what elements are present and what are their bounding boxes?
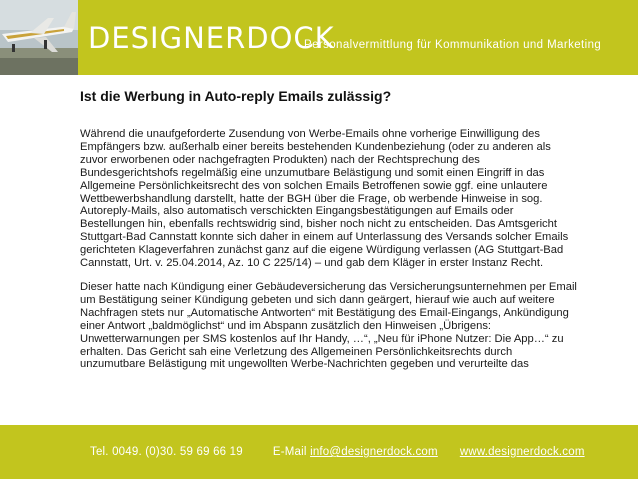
paragraph: Während die unaufgeforderte Zusendung von Werbe-Emails ohne vorherige Einwilligung des Empfängers bzw. außerhalb einer bereits bestehenden Kundenbeziehung (oder zu anderen als zuvor erworbenen oder nachgefragten Produkten) nach der Rechtsprechung des Bundesgerichtshofs regelmäßig eine unzumutbare Belästigung und somit einen Eingriff in das Allgemeine Persönlichkeitsrecht des von solchen Emails Betroffenen sowie ggf. eine unlautere Wettbewerbshandlung darstellt, hatte der BGH über die Frage, ob werbende Hinweise in sog. Autoreply-Mails, also automatisch verschickten Eingangsbestätigungen auf Emails oder Bestellungen hin, ebenfalls rechtswidrig sind, bisher noch nicht zu entscheiden. Das Amtsgericht Stuttgart-Bad Cannstatt konnte sich daher in einem auf Unterlassung des Versands solcher Emails gerichteten Klageverfahren zunächst ganz auf die eigene Würdigung verlassen (AG Stuttgart-Bad Cannstatt, Urt. v. 25.04.2014, Az. 10 C 225/14) – und gab dem Kläger in erster Instanz Recht. <box>80 128 569 270</box>
footer-phone: Tel. 0049. (0)30. 59 69 66 19 <box>90 446 243 458</box>
footer-email-label: E-Mail <box>272 446 307 458</box>
header-bar <box>0 0 638 75</box>
brand-tagline: Personalvermittlung für Kommunikation und Marketing <box>304 39 602 51</box>
footer-bar <box>0 425 638 479</box>
paragraph: Dieser hatte nach Kündigung einer Gebäudeversicherung das Versicherungsunternehmen per Email um Bestätigung seiner Kündigung gebeten und sich dann geärgert, hierauf wie auch auf weitere Nachfragen stets nur „Automatische Antworten“ mit Bestätigung des Email-Eingangs, Ankündigung einer Antwort „baldmöglichst“ und im Abspann zusätzlich den Hinweisen „Übrigens: Unwetterwarnungen per SMS kostenlos auf Ihr Handy, …“, „Neu für iPhone Nutzer: Die App…“ zu erhalten. Das Gericht sah eine Verletzung des Allgemeinen Persönlichkeitsrechts durch unzumutbare Belästigung mit ungewollten Werbe-Nachrichten gegeben und verurteilte das <box>80 280 577 371</box>
footer-contact <box>90 446 585 458</box>
article-body <box>80 128 580 382</box>
page-title: Ist die Werbung in Auto-reply Emails zulässig? <box>80 88 392 104</box>
footer-website-link[interactable]: www.designerdock.com <box>459 446 585 458</box>
airplane-photo-icon <box>0 0 78 75</box>
footer-email-link[interactable]: info@designerdock.com <box>310 446 438 458</box>
brand-logo: DESIGNERDOCK <box>88 21 335 55</box>
